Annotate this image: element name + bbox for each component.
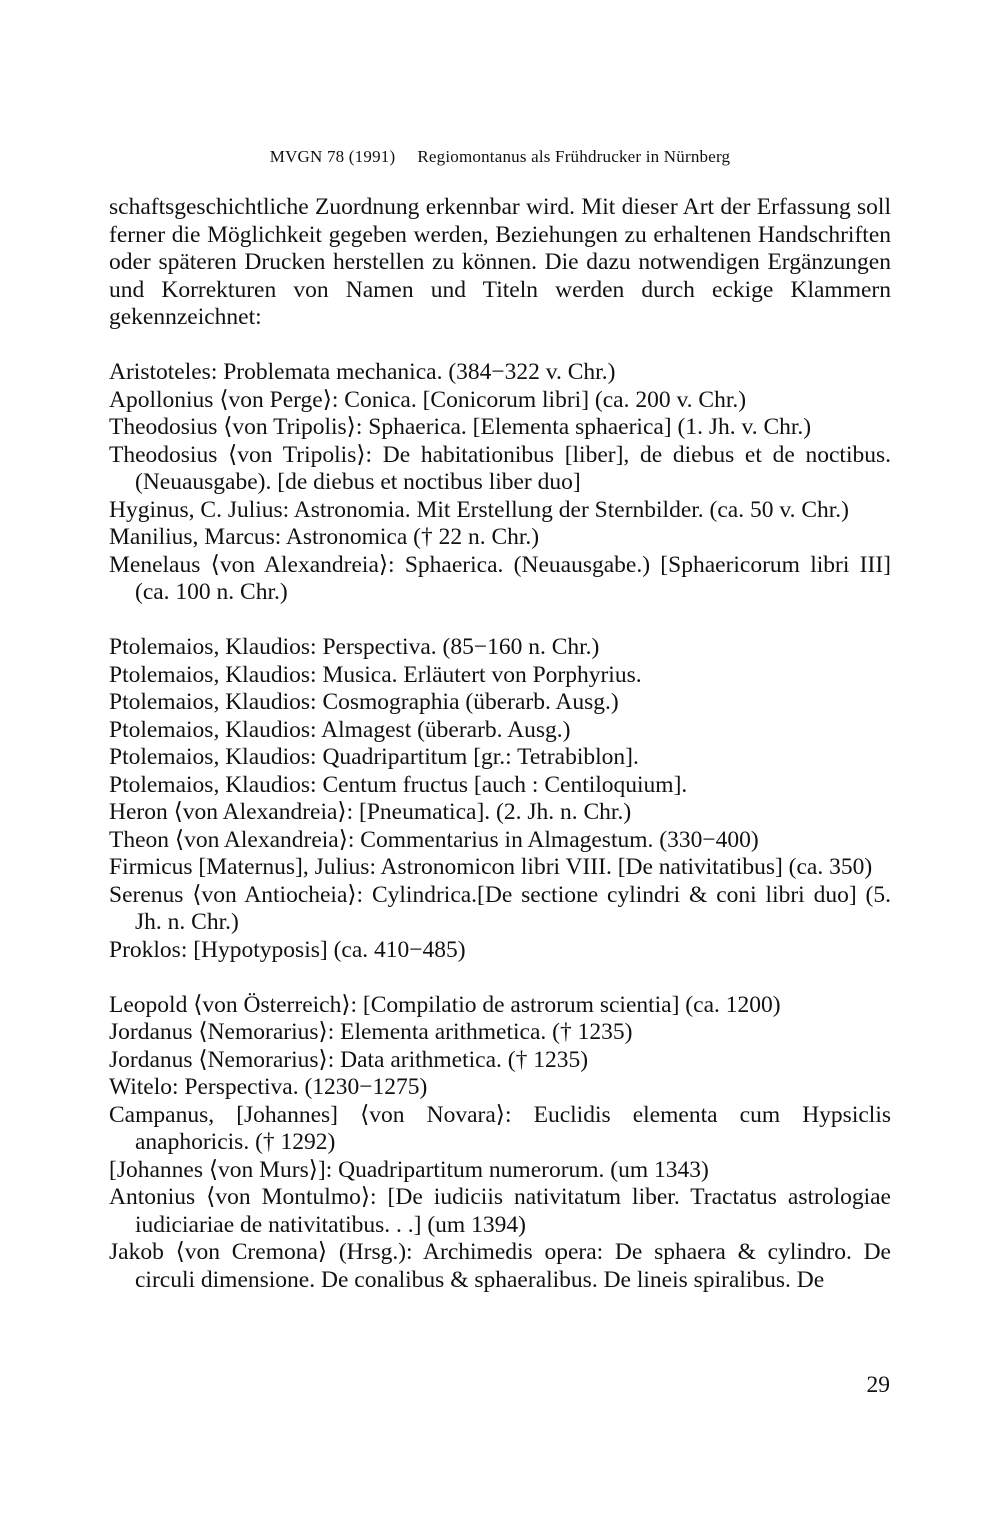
list-item: Aristoteles: Problemata mechanica. (384−322 v. Chr.) [109,359,616,385]
bibliography-group-antiquity [109,359,891,607]
list-item: Theodosius ⟨von Tripolis⟩: De habitationibus [liber], de diebus et de noctibus. (Neuausgabe). [de diebus et noctibus liber duo] [109,441,891,495]
list-item: Ptolemaios, Klaudios: Perspectiva. (85−160 n. Chr.) [109,634,600,660]
list-item: Jordanus ⟨Nemorarius⟩: Data arithmetica. († 1235) [109,1046,589,1073]
list-item: Leopold ⟨von Österreich⟩: [Compilatio de astrorum scientia] (ca. 1200) [109,991,781,1018]
bibliography-group-medieval [109,992,891,1295]
list-item: Menelaus ⟨von Alexandreia⟩: Sphaerica. (Neuausgabe.) [Sphaericorum libri III] (ca. 100 n. Chr.) [109,551,891,605]
list-item: Firmicus [Maternus], Julius: Astronomicon libri VIII. [De nativitatibus] (ca. 350) [109,854,873,880]
list-item: Theon ⟨von Alexandreia⟩: Commentarius in Almagestum. (330−400) [109,826,759,853]
list-item: Antonius ⟨von Montulmo⟩: [De iudiciis nativitatum liber. Tractatus astrologiae iudiciariae de nativitatibus. . .] (um 1394) [109,1184,891,1238]
list-item: Ptolemaios, Klaudios: Almagest (überarb. Ausg.) [109,716,571,743]
journal-citation: MVGN 78 (1991) [269,147,396,166]
list-item: Jakob ⟨von Cremona⟩ (Hrsg.): Archimedis opera: De sphaera & cylindro. De circuli dimensione. De conalibus & sphaeralibus. De lineis spiralibus. De [109,1239,891,1293]
list-item: Theodosius ⟨von Tripolis⟩: Sphaerica. [Elementa sphaerica] (1. Jh. v. Chr.) [109,414,812,440]
list-item: Ptolemaios, Klaudios: Cosmographia (überarb. Ausg.) [109,689,619,715]
list-item: Apollonius ⟨von Perge⟩: Conica. [Conicorum libri] (ca. 200 v. Chr.) [109,386,747,413]
list-item: Witelo: Perspectiva. (1230−1275) [109,1074,428,1100]
page-number: 29 [866,1372,890,1398]
article-title: Regiomontanus als Frühdrucker in Nürnberg [417,147,731,166]
list-item: Hyginus, C. Julius: Astronomia. Mit Erstellung der Sternbilder. (ca. 50 v. Chr.) [109,496,849,523]
list-item: [Johannes ⟨von Murs⟩]: Quadripartitum numerorum. (um 1343) [109,1156,709,1183]
list-item: Campanus, [Johannes] ⟨von Novara⟩: Euclidis elementa cum Hypsiclis anaphoricis. († 1292) [109,1101,891,1155]
list-item: Heron ⟨von Alexandreia⟩: [Pneumatica]. (2. Jh. n. Chr.) [109,799,632,825]
body-text [109,194,891,1294]
list-item: Proklos: [Hypotyposis] (ca. 410−485) [109,936,466,963]
list-item: Ptolemaios, Klaudios: Quadripartitum [gr.: Tetrabiblon]. [109,744,639,770]
list-item: Ptolemaios, Klaudios: Musica. Erläutert von Porphyrius. [109,661,642,688]
bibliography-group-late-antiquity [109,634,891,964]
list-item: Serenus ⟨von Antiocheia⟩: Cylindrica.[De sectione cylindri & coni libri duo] (5. Jh. n. Chr.) [109,881,891,935]
running-header [0,147,1000,167]
intro-paragraph: schaftsgeschichtliche Zuordnung erkennbar wird. Mit dieser Art der Erfassung soll ferner die Möglichkeit gegeben werden, Beziehungen zu erhaltenen Handschriften oder späteren Drucken herstellen zu können. Die dazu notwendigen Ergänzungen und Korrekturen von Namen und Titeln werden durch eckige Klammern gekennzeichnet: [109,194,891,330]
list-item: Jordanus ⟨Nemorarius⟩: Elementa arithmetica. († 1235) [109,1019,633,1045]
list-item: Ptolemaios, Klaudios: Centum fructus [auch : Centiloquium]. [109,771,688,798]
list-item: Manilius, Marcus: Astronomica († 22 n. Chr.) [109,524,540,550]
